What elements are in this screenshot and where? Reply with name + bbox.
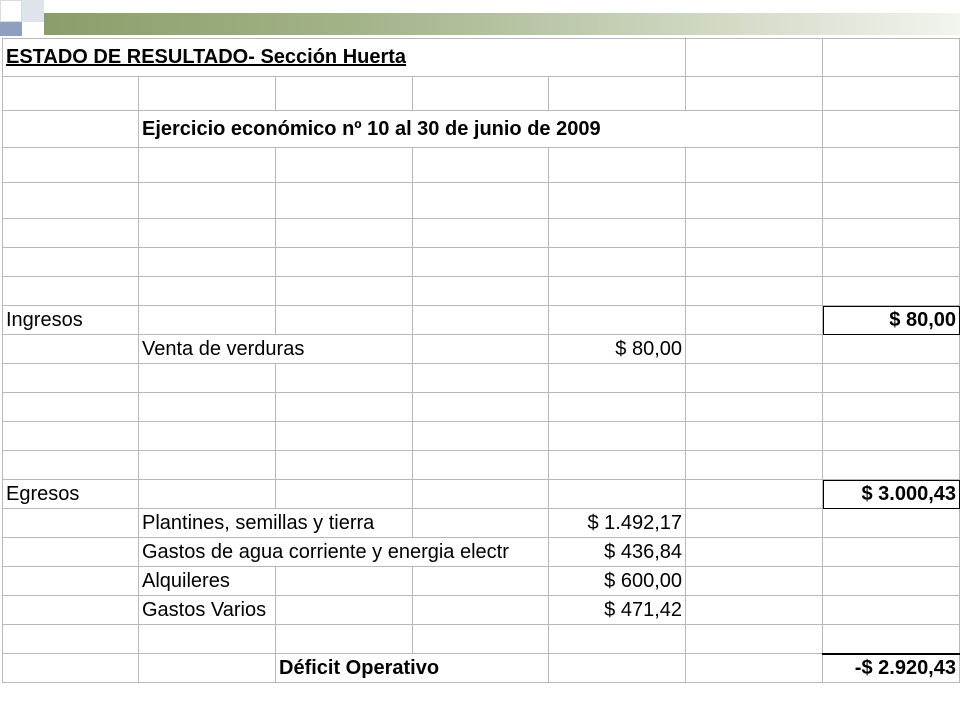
cell[interactable] — [3, 538, 139, 567]
cell[interactable] — [413, 148, 549, 183]
cell[interactable] — [686, 393, 823, 422]
cell[interactable] — [276, 422, 413, 451]
corner-square-decoration — [22, 0, 44, 22]
egreso-item-label[interactable]: Plantines, semillas y tierra — [139, 509, 413, 538]
cell[interactable] — [686, 277, 823, 306]
sheet-row-egreso-item — [3, 509, 960, 538]
deficit-label[interactable]: Déficit Operativo — [276, 654, 549, 683]
cell[interactable] — [139, 451, 276, 480]
cell[interactable] — [276, 480, 413, 509]
cell[interactable] — [413, 306, 549, 335]
cell[interactable] — [276, 248, 413, 277]
cell[interactable] — [413, 335, 549, 364]
cell[interactable] — [139, 480, 276, 509]
egreso-item-amount[interactable]: $ 1.492,17 — [549, 509, 686, 538]
cell[interactable] — [413, 364, 549, 393]
ingreso-item-label[interactable]: Venta de verduras — [139, 335, 413, 364]
egreso-item-label[interactable]: Gastos Varios — [139, 596, 276, 625]
cell[interactable] — [823, 538, 960, 567]
cell[interactable] — [276, 596, 413, 625]
cell[interactable] — [686, 596, 823, 625]
deficit-amount[interactable]: -$ 2.920,43 — [823, 654, 960, 683]
cell[interactable] — [413, 480, 549, 509]
cell[interactable] — [686, 335, 823, 364]
cell[interactable] — [549, 625, 686, 654]
cell[interactable] — [3, 248, 139, 277]
cell[interactable] — [3, 335, 139, 364]
cell[interactable] — [823, 567, 960, 596]
sheet-row — [3, 393, 960, 422]
cell[interactable] — [139, 654, 276, 683]
corner-square-decoration — [0, 0, 22, 22]
cell[interactable] — [686, 480, 823, 509]
cell[interactable] — [139, 148, 276, 183]
cell[interactable] — [3, 393, 139, 422]
sheet-row — [3, 248, 960, 277]
cell[interactable] — [823, 183, 960, 219]
cell[interactable] — [686, 183, 823, 219]
cell[interactable] — [823, 277, 960, 306]
cell[interactable] — [823, 148, 960, 183]
cell[interactable] — [3, 148, 139, 183]
sheet-row — [3, 364, 960, 393]
cell[interactable] — [823, 625, 960, 654]
cell[interactable] — [139, 183, 276, 219]
cell[interactable] — [549, 219, 686, 248]
cell[interactable] — [549, 654, 686, 683]
cell[interactable] — [686, 306, 823, 335]
cell[interactable] — [139, 422, 276, 451]
cell[interactable] — [413, 509, 549, 538]
cell[interactable] — [549, 364, 686, 393]
egreso-item-label[interactable]: Alquileres — [139, 567, 276, 596]
cell[interactable] — [413, 451, 549, 480]
cell[interactable] — [3, 219, 139, 248]
cell[interactable] — [3, 625, 139, 654]
cell[interactable] — [549, 306, 686, 335]
header-gradient-band — [44, 13, 960, 35]
cell[interactable] — [3, 422, 139, 451]
cell[interactable] — [139, 625, 276, 654]
sheet-row-egreso-item — [3, 596, 960, 625]
cell[interactable] — [686, 567, 823, 596]
ingreso-item-amount[interactable]: $ 80,00 — [549, 335, 686, 364]
sheet-row — [3, 277, 960, 306]
cell[interactable] — [276, 277, 413, 306]
cell[interactable] — [823, 451, 960, 480]
cell[interactable] — [3, 509, 139, 538]
corner-square-decoration — [22, 22, 44, 36]
cell[interactable] — [549, 148, 686, 183]
cell[interactable] — [276, 451, 413, 480]
cell[interactable] — [3, 451, 139, 480]
cell[interactable] — [549, 480, 686, 509]
sheet-row-egreso-item — [3, 567, 960, 596]
cell[interactable] — [686, 39, 823, 77]
cell[interactable] — [139, 219, 276, 248]
cell[interactable] — [686, 509, 823, 538]
sheet-row — [3, 422, 960, 451]
cell[interactable] — [413, 422, 549, 451]
cell[interactable] — [139, 77, 276, 111]
cell[interactable] — [276, 77, 413, 111]
cell[interactable] — [686, 538, 823, 567]
cell[interactable] — [413, 77, 549, 111]
sheet-row-ingreso-item — [3, 335, 960, 364]
cell[interactable] — [3, 277, 139, 306]
cell[interactable] — [139, 277, 276, 306]
sheet-row — [3, 183, 960, 219]
sheet-row — [3, 451, 960, 480]
ingresos-label[interactable]: Ingresos — [3, 306, 139, 335]
cell[interactable] — [3, 567, 139, 596]
cell[interactable] — [413, 625, 549, 654]
cell[interactable] — [686, 654, 823, 683]
cell[interactable] — [139, 306, 276, 335]
cell[interactable] — [276, 625, 413, 654]
ingresos-total[interactable]: $ 80,00 — [823, 306, 960, 335]
cell[interactable] — [823, 248, 960, 277]
sheet-row — [3, 39, 960, 77]
cell[interactable] — [549, 277, 686, 306]
cell[interactable] — [549, 183, 686, 219]
corner-square-decoration — [0, 22, 22, 36]
cell[interactable] — [276, 148, 413, 183]
cell[interactable] — [686, 625, 823, 654]
cell[interactable] — [823, 335, 960, 364]
cell[interactable] — [823, 364, 960, 393]
statement-period[interactable]: Ejercicio económico nº 10 al 30 de junio de 2009 — [139, 111, 823, 148]
cell[interactable] — [276, 567, 413, 596]
egreso-item-amount[interactable]: $ 471,42 — [549, 596, 686, 625]
sheet-row-ingresos — [3, 306, 960, 335]
cell[interactable] — [139, 364, 276, 393]
sheet-row — [3, 148, 960, 183]
cell[interactable] — [139, 248, 276, 277]
cell[interactable] — [823, 39, 960, 77]
cell[interactable] — [686, 364, 823, 393]
cell[interactable] — [823, 393, 960, 422]
egreso-item-amount[interactable]: $ 600,00 — [549, 567, 686, 596]
cell[interactable] — [3, 77, 139, 111]
cell[interactable] — [549, 451, 686, 480]
corner-square-decoration — [44, 0, 58, 13]
cell[interactable] — [823, 596, 960, 625]
cell[interactable] — [3, 596, 139, 625]
cell[interactable] — [413, 567, 549, 596]
cell[interactable] — [413, 596, 549, 625]
cell[interactable] — [276, 219, 413, 248]
cell[interactable] — [3, 183, 139, 219]
cell[interactable] — [276, 183, 413, 219]
cell[interactable] — [413, 219, 549, 248]
cell[interactable] — [823, 219, 960, 248]
cell[interactable] — [686, 248, 823, 277]
cell[interactable] — [549, 393, 686, 422]
cell[interactable] — [3, 111, 139, 148]
cell[interactable] — [276, 306, 413, 335]
cell[interactable] — [3, 654, 139, 683]
egreso-item-amount[interactable]: $ 436,84 — [549, 538, 686, 567]
cell[interactable] — [276, 393, 413, 422]
sheet-row-egreso-item — [3, 538, 960, 567]
cell[interactable] — [413, 183, 549, 219]
slide-header-decoration — [0, 0, 960, 34]
cell[interactable] — [413, 277, 549, 306]
sheet-row-egresos — [3, 480, 960, 509]
cell[interactable] — [686, 148, 823, 183]
cell[interactable] — [686, 451, 823, 480]
cell[interactable] — [413, 248, 549, 277]
egreso-item-label[interactable]: Gastos de agua corriente y energia electr — [139, 538, 549, 567]
income-statement-sheet — [2, 38, 960, 683]
sheet-row-deficit — [3, 654, 960, 683]
sheet-row — [3, 111, 960, 148]
cell[interactable] — [3, 364, 139, 393]
egresos-label[interactable]: Egresos — [3, 480, 139, 509]
sheet-row — [3, 625, 960, 654]
cell[interactable] — [413, 393, 549, 422]
cell[interactable] — [549, 77, 686, 111]
cell[interactable] — [823, 422, 960, 451]
cell[interactable] — [549, 248, 686, 277]
cell[interactable] — [139, 393, 276, 422]
cell[interactable] — [823, 509, 960, 538]
cell[interactable] — [823, 111, 960, 148]
cell[interactable] — [823, 77, 960, 111]
cell[interactable] — [686, 77, 823, 111]
sheet-row — [3, 219, 960, 248]
cell[interactable] — [686, 219, 823, 248]
cell[interactable] — [549, 422, 686, 451]
statement-title[interactable]: ESTADO DE RESULTADO- Sección Huerta — [3, 39, 686, 77]
egresos-total[interactable]: $ 3.000,43 — [823, 480, 960, 509]
cell[interactable] — [686, 422, 823, 451]
cell[interactable] — [276, 364, 413, 393]
sheet-row — [3, 77, 960, 111]
